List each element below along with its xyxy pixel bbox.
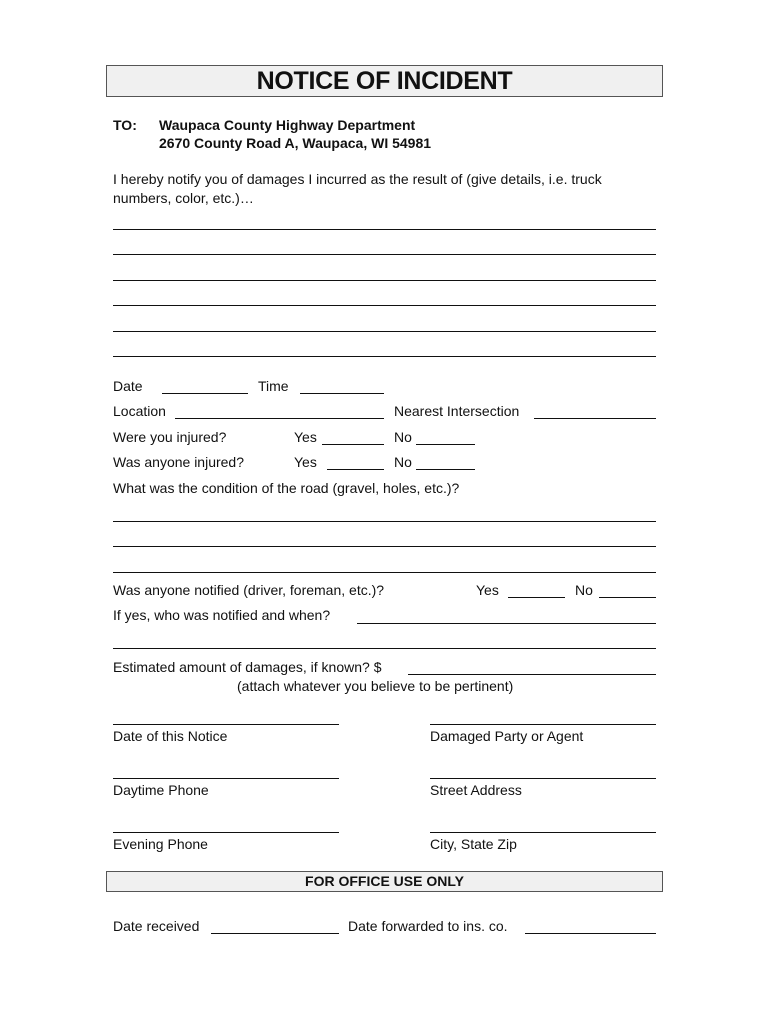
anyone-injured-yes-label: Yes [294,454,317,470]
injured-no-field[interactable] [416,444,475,445]
injured-yes-label: Yes [294,429,317,445]
to-label: TO: [113,117,137,133]
location-field[interactable] [175,418,384,419]
road-condition-line-1[interactable] [113,521,656,522]
estimated-damages-field[interactable] [408,674,656,675]
notified-yes-label: Yes [476,582,499,598]
date-forwarded-field[interactable] [525,933,656,934]
anyone-notified-label: Was anyone notified (driver, foreman, etc.)? [113,582,385,598]
who-notified-line-2[interactable] [113,648,656,649]
office-use-header-box [106,871,663,892]
anyone-injured-yes-field[interactable] [327,469,384,470]
anyone-injured-label: Was anyone injured? [113,454,245,470]
date-label: Date [113,378,143,394]
estimated-damages-label: Estimated amount of damages, if known? $ [113,659,382,675]
injured-no-label: No [394,429,412,445]
location-label: Location [113,403,166,419]
recipient-address: 2670 County Road A, Waupaca, WI 54981 [159,135,432,151]
damaged-party-label: Damaged Party or Agent [430,728,584,744]
city-state-zip-field[interactable] [430,832,656,833]
who-notified-label: If yes, who was notified and when? [113,607,331,623]
time-label: Time [258,378,289,394]
injured-yes-field[interactable] [322,444,384,445]
date-field[interactable] [162,393,248,394]
daytime-phone-label: Daytime Phone [113,782,209,798]
details-line-2[interactable] [113,254,656,255]
date-forwarded-label: Date forwarded to ins. co. [348,918,508,934]
anyone-injured-no-field[interactable] [416,469,475,470]
notified-no-label: No [575,582,593,598]
date-received-field[interactable] [211,933,339,934]
form-title: NOTICE OF INCIDENT [256,67,513,95]
notified-yes-field[interactable] [508,597,565,598]
intro-line-2: numbers, color, etc.)… [113,190,254,206]
details-line-3[interactable] [113,280,656,281]
recipient-name: Waupaca County Highway Department [159,117,416,133]
date-received-label: Date received [113,918,200,934]
anyone-injured-no-label: No [394,454,412,470]
notified-no-field[interactable] [599,597,656,598]
attach-note: (attach whatever you believe to be pertinent) [237,678,514,694]
street-address-label: Street Address [430,782,522,798]
date-of-notice-label: Date of this Notice [113,728,228,744]
evening-phone-label: Evening Phone [113,836,208,852]
evening-phone-field[interactable] [113,832,339,833]
time-field[interactable] [300,393,384,394]
were-you-injured-label: Were you injured? [113,429,227,445]
street-address-field[interactable] [430,778,656,779]
road-condition-label: What was the condition of the road (gravel, holes, etc.)? [113,480,460,496]
road-condition-line-3[interactable] [113,572,656,573]
daytime-phone-field[interactable] [113,778,339,779]
details-line-5[interactable] [113,331,656,332]
details-line-6[interactable] [113,356,656,357]
office-use-header: FOR OFFICE USE ONLY [305,873,464,889]
city-state-zip-label: City, State Zip [430,836,517,852]
nearest-intersection-label: Nearest Intersection [394,403,520,419]
who-notified-field[interactable] [357,623,656,624]
intro-line-1: I hereby notify you of damages I incurred as the result of (give details, i.e. truck [113,171,602,187]
road-condition-line-2[interactable] [113,546,656,547]
nearest-intersection-field[interactable] [534,418,656,419]
form-title-box [106,65,663,97]
details-line-4[interactable] [113,305,656,306]
details-line-1[interactable] [113,229,656,230]
date-of-notice-field[interactable] [113,724,339,725]
damaged-party-field[interactable] [430,724,656,725]
